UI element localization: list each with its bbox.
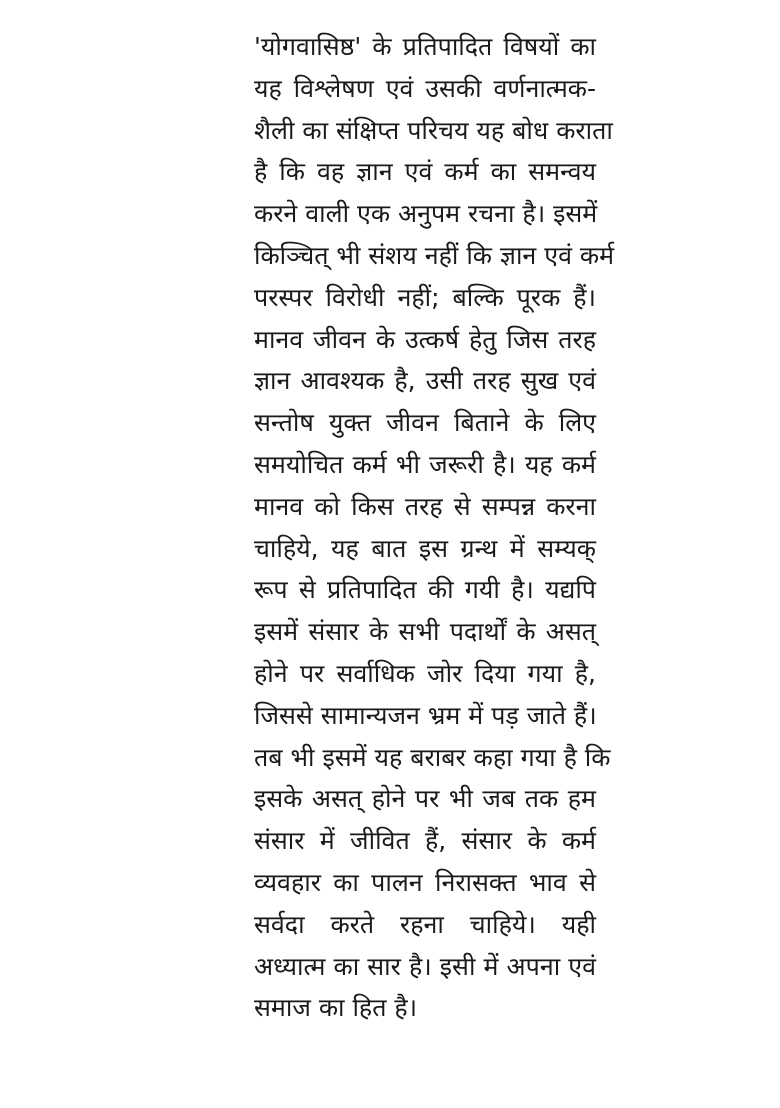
text-line: सन्तोष युक्त जीवन बिताने के लिए	[254, 408, 596, 438]
text-line: जिससे सामान्यजन भ्रम में पड़ जाते हैं।	[254, 700, 597, 730]
text-line: इसके असत् होने पर भी जब तक हम	[254, 784, 596, 814]
text-line: शैली का संक्षिप्त परिचय यह बोध कराता	[254, 115, 613, 145]
text-line: सर्वदा करते रहना चाहिये। यही	[254, 909, 596, 939]
text-line: परस्पर विरोधी नहीं; बल्कि पूरक हैं।	[254, 282, 596, 312]
text-line: करने वाली एक अनुपम रचना है। इसमें	[254, 199, 598, 229]
text-line: यह विश्लेषण एवं उसकी वर्णनात्मक-	[254, 73, 596, 103]
text-line: इसमें संसार के सभी पदार्थों के असत्	[254, 617, 596, 647]
text-line: समाज का हित है।	[254, 993, 418, 1023]
text-line: मानव जीवन के उत्कर्ष हेतु जिस तरह	[254, 324, 596, 354]
text-line: समयोचित कर्म भी जरूरी है। यह कर्म	[254, 449, 596, 479]
text-line: चाहिये, यह बात इस ग्रन्थ में सम्यक्	[254, 533, 596, 563]
text-line: संसार में जीवित हैं, संसार के कर्म	[254, 826, 596, 856]
text-line: अध्यात्म का सार है। इसी में अपना एवं	[254, 951, 596, 981]
text-line: किञ्चित् भी संशय नहीं कि ज्ञान एवं कर्म	[254, 240, 615, 270]
text-line: रूप से प्रतिपादित की गयी है। यद्यपि	[254, 575, 596, 605]
text-line: 'योगवासिष्ठ' के प्रतिपादित विषयों का	[254, 32, 596, 61]
text-line: होने पर सर्वाधिक जोर दिया गया है,	[254, 658, 596, 688]
text-paragraph	[254, 26, 615, 1029]
text-line: व्यवहार का पालन निरासक्त भाव से	[254, 867, 596, 897]
text-line: ज्ञान आवश्यक है, उसी तरह सुख एवं	[254, 366, 596, 396]
text-line: तब भी इसमें यह बराबर कहा गया है कि	[254, 742, 611, 772]
text-line: मानव को किस तरह से सम्पन्न करना	[254, 491, 596, 521]
text-line: है कि वह ज्ञान एवं कर्म का समन्वय	[254, 157, 596, 187]
